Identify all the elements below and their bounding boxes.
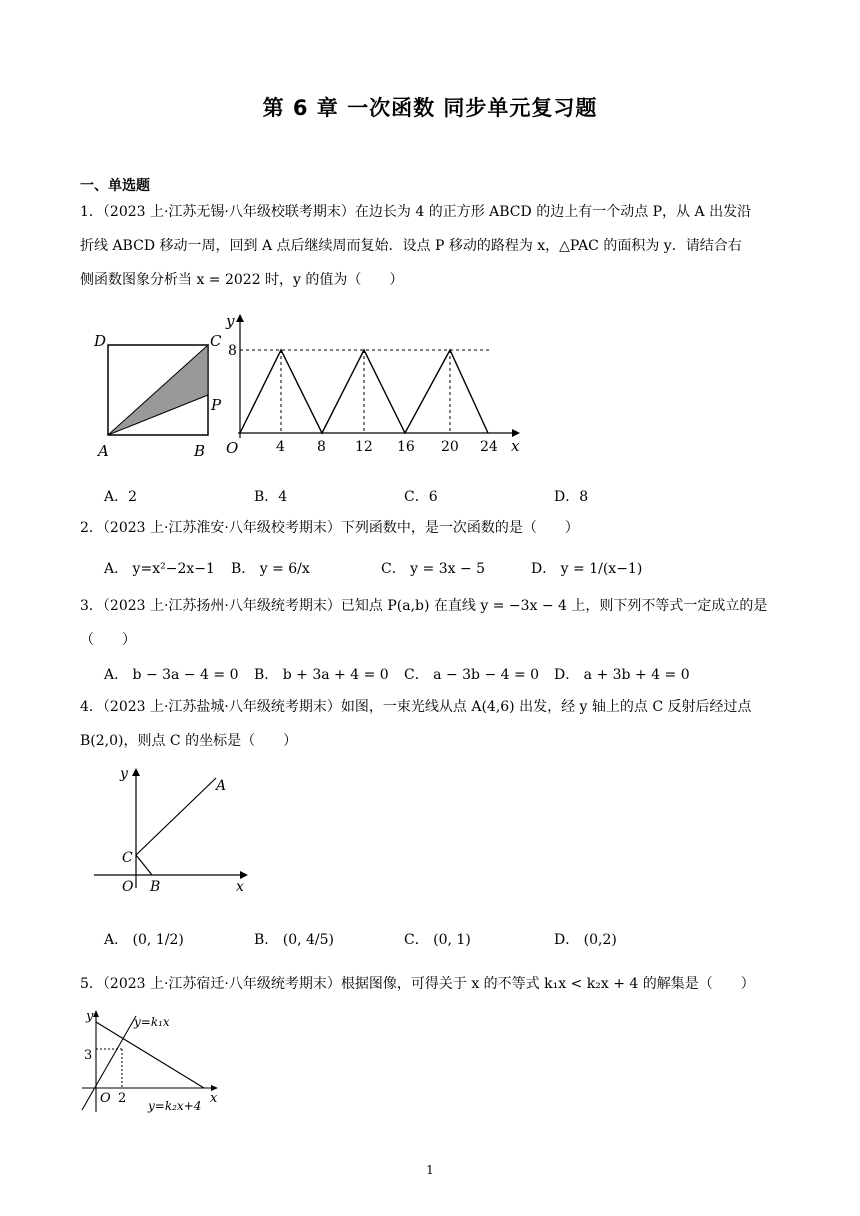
- y-axis-arrow-icon: [236, 314, 244, 322]
- q4-x-arrow-icon: [240, 871, 248, 879]
- q1-option-b[interactable]: B．4: [254, 489, 288, 505]
- question-1-line-1: 1．（2023 上·江苏无锡·八年级校联考期末）在边长为 4 的正方形 ABCD 的边上有一个动点 P，从 A 出发沿: [80, 204, 752, 220]
- q4-label-x: x: [236, 879, 244, 895]
- question-4-options: [104, 929, 804, 949]
- tick-24: 24: [480, 439, 498, 455]
- graph-x-label: x: [511, 437, 520, 455]
- tick-16: 16: [397, 439, 415, 455]
- question-5-line-1: 5．（2023 上·江苏宿迁·八年级统考期末）根据图像，可得关于 x 的不等式 k₁x < k₂x + 4 的解集是（ ）: [80, 976, 755, 992]
- q4-option-b[interactable]: B． (0, 4/5): [254, 932, 335, 948]
- q5-label-x: x: [210, 1091, 218, 1106]
- question-3-line-2: （ ）: [80, 632, 136, 648]
- section-title: 一、单选题: [80, 178, 150, 194]
- graph-y-label: y: [226, 312, 235, 330]
- label-p: P: [211, 396, 222, 414]
- q1-option-a[interactable]: A．2: [104, 489, 138, 505]
- question-1-line-3: 侧函数图象分析当 x = 2022 时，y 的值为（ ）: [80, 272, 404, 288]
- question-4-line-1: 4．（2023 上·江苏盐城·八年级统考期末）如图，一束光线从点 A(4,6) 出发，经 y 轴上的点 C 反射后经过点: [80, 699, 752, 715]
- q5-line-k2: [96, 1022, 204, 1088]
- q3-option-a[interactable]: A． b − 3a − 4 = 0: [104, 667, 239, 683]
- triangle-pac: [108, 345, 208, 435]
- q4-label-o: O: [122, 879, 134, 895]
- q5-label-o: O: [100, 1091, 111, 1106]
- q5-label-k1: y=k₁x: [134, 1015, 170, 1029]
- q4-label-b: B: [150, 879, 161, 895]
- q5-label-2: 2: [118, 1091, 127, 1106]
- question-1-figure: [88, 310, 528, 465]
- question-3-options: [104, 664, 804, 684]
- q2-option-a[interactable]: A． y=x²−2x−1: [104, 561, 215, 577]
- q4-ray-ca: [136, 778, 216, 855]
- question-5-figure: [78, 1004, 228, 1120]
- q4-label-a: A: [216, 778, 227, 794]
- q3-option-d[interactable]: D． a + 3b + 4 = 0: [554, 667, 690, 683]
- q4-ray-cb: [136, 855, 152, 875]
- q4-option-a[interactable]: A． (0, 1/2): [104, 932, 184, 948]
- tick-12: 12: [355, 439, 373, 455]
- q5-y-arrow-icon: [93, 1010, 99, 1017]
- q5-label-3: 3: [84, 1048, 93, 1063]
- page-number: 1: [426, 1163, 434, 1177]
- x-axis-arrow-icon: [512, 429, 520, 437]
- q5-label-k2: y=k₂x+4: [148, 1099, 202, 1113]
- question-4-figure: [88, 760, 258, 900]
- q2-option-b[interactable]: B． y = 6/x: [231, 561, 310, 577]
- q5-label-y: y: [86, 1009, 94, 1024]
- q2-option-c[interactable]: C． y = 3x − 5: [381, 561, 486, 577]
- label-a: A: [98, 442, 109, 460]
- page-title: 第 6 章 一次函数 同步单元复习题: [262, 96, 598, 120]
- question-1-line-2: 折线 ABCD 移动一周，回到 A 点后继续周而复始．设点 P 移动的路程为 x，△PAC 的面积为 y．请结合右: [80, 238, 742, 254]
- q2-option-d[interactable]: D． y = 1/(x−1): [531, 561, 643, 577]
- question-3-line-1: 3．（2023 上·江苏扬州·八年级统考期末）已知点 P(a,b) 在直线 y = −3x − 4 上，则下列不等式一定成立的是: [80, 598, 768, 614]
- label-d: D: [94, 332, 107, 350]
- q4-option-c[interactable]: C． (0, 1): [404, 932, 471, 948]
- question-2-options: [104, 558, 804, 578]
- tick-8: 8: [317, 439, 326, 455]
- q4-label-y: y: [120, 766, 128, 782]
- question-2-line-1: 2．（2023 上·江苏淮安·八年级校考期末）下列函数中，是一次函数的是（ ）: [80, 520, 579, 536]
- q3-option-c[interactable]: C． a − 3b − 4 = 0: [404, 667, 540, 683]
- q3-option-b[interactable]: B． b + 3a + 4 = 0: [254, 667, 389, 683]
- question-1-options: [104, 486, 804, 506]
- q4-option-d[interactable]: D． (0,2): [554, 932, 617, 948]
- tick-20: 20: [441, 439, 459, 455]
- label-b: B: [194, 442, 206, 460]
- tick-4: 4: [276, 439, 285, 455]
- q4-y-arrow-icon: [132, 768, 140, 776]
- q1-option-c[interactable]: C．6: [404, 489, 438, 505]
- label-c: C: [210, 332, 222, 350]
- q4-label-c: C: [122, 850, 133, 866]
- graph-ymax-label: 8: [228, 343, 237, 359]
- q1-option-d[interactable]: D．8: [554, 489, 589, 505]
- graph-origin-label: O: [226, 439, 239, 457]
- question-4-line-2: B(2,0)，则点 C 的坐标是（ ）: [80, 733, 298, 749]
